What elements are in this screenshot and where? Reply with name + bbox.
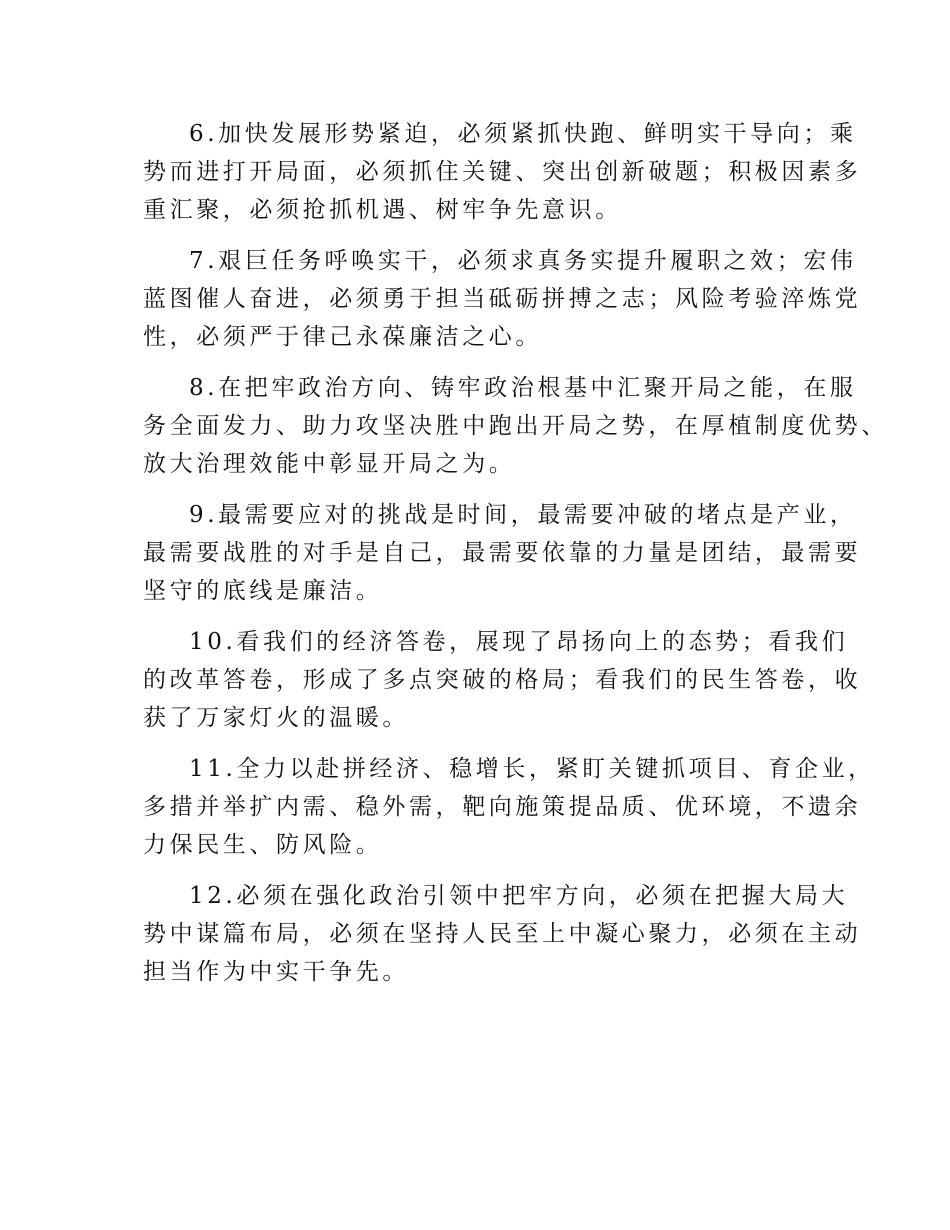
paragraph-line: 担当作为中实干争先。 [143, 959, 409, 985]
paragraph-6 [143, 115, 862, 229]
paragraph-line: 坚守的底线是廉洁。 [143, 578, 383, 604]
paragraph-line: 势而进打开局面，必须抓住关键、突出创新破题；积极因素多 [143, 159, 862, 185]
paragraph-7 [143, 242, 862, 356]
paragraph-line: 重汇聚，必须抢抓机遇、树牢争先意识。 [143, 197, 622, 223]
paragraph-line: 蓝图催人奋进，必须勇于担当砥砺拼搏之志；风险考验淬炼党 [143, 286, 862, 312]
paragraph-12 [143, 877, 862, 991]
paragraph-line: 6.加快发展形势紧迫，必须紧抓快跑、鲜明实干导向；乘 [189, 121, 857, 147]
paragraph-line: 势中谋篇布局，必须在坚持人民至上中凝心聚力，必须在主动 [143, 921, 862, 947]
paragraph-line: 11.全力以赴拼经济、稳增长，紧盯关键抓项目、育企业， [189, 756, 875, 782]
paragraph-line: 力保民生、防风险。 [143, 832, 383, 858]
document-body [143, 115, 888, 1004]
paragraph-10 [143, 623, 862, 737]
paragraph-line: 多措并举扩内需、稳外需，靶向施策提品质、优环境，不遗余 [143, 794, 862, 820]
paragraph-line: 务全面发力、助力攻坚决胜中跑出开局之势，在厚植制度优势、 [143, 413, 888, 439]
paragraph-line: 获了万家灯火的温暖。 [143, 705, 409, 731]
paragraph-line: 9.最需要应对的挑战是时间，最需要冲破的堵点是产业， [189, 502, 857, 528]
paragraph-line: 8.在把牢政治方向、铸牢政治根基中汇聚开局之能，在服 [189, 375, 857, 401]
paragraph-line: 的改革答卷，形成了多点突破的格局；看我们的民生答卷，收 [143, 667, 862, 693]
paragraph-11 [143, 750, 875, 864]
paragraph-line: 放大治理效能中彰显开局之为。 [143, 451, 516, 477]
paragraph-9 [143, 496, 862, 610]
paragraph-line: 12.必须在强化政治引领中把牢方向，必须在把握大局大 [189, 883, 849, 909]
paragraph-line: 10.看我们的经济答卷，展现了昂扬向上的态势；看我们 [189, 629, 849, 655]
paragraph-line: 最需要战胜的对手是自己，最需要依靠的力量是团结，最需要 [143, 540, 862, 566]
paragraph-8 [143, 369, 888, 483]
paragraph-line: 性，必须严于律己永葆廉洁之心。 [143, 324, 542, 350]
paragraph-line: 7.艰巨任务呼唤实干，必须求真务实提升履职之效；宏伟 [189, 248, 857, 274]
